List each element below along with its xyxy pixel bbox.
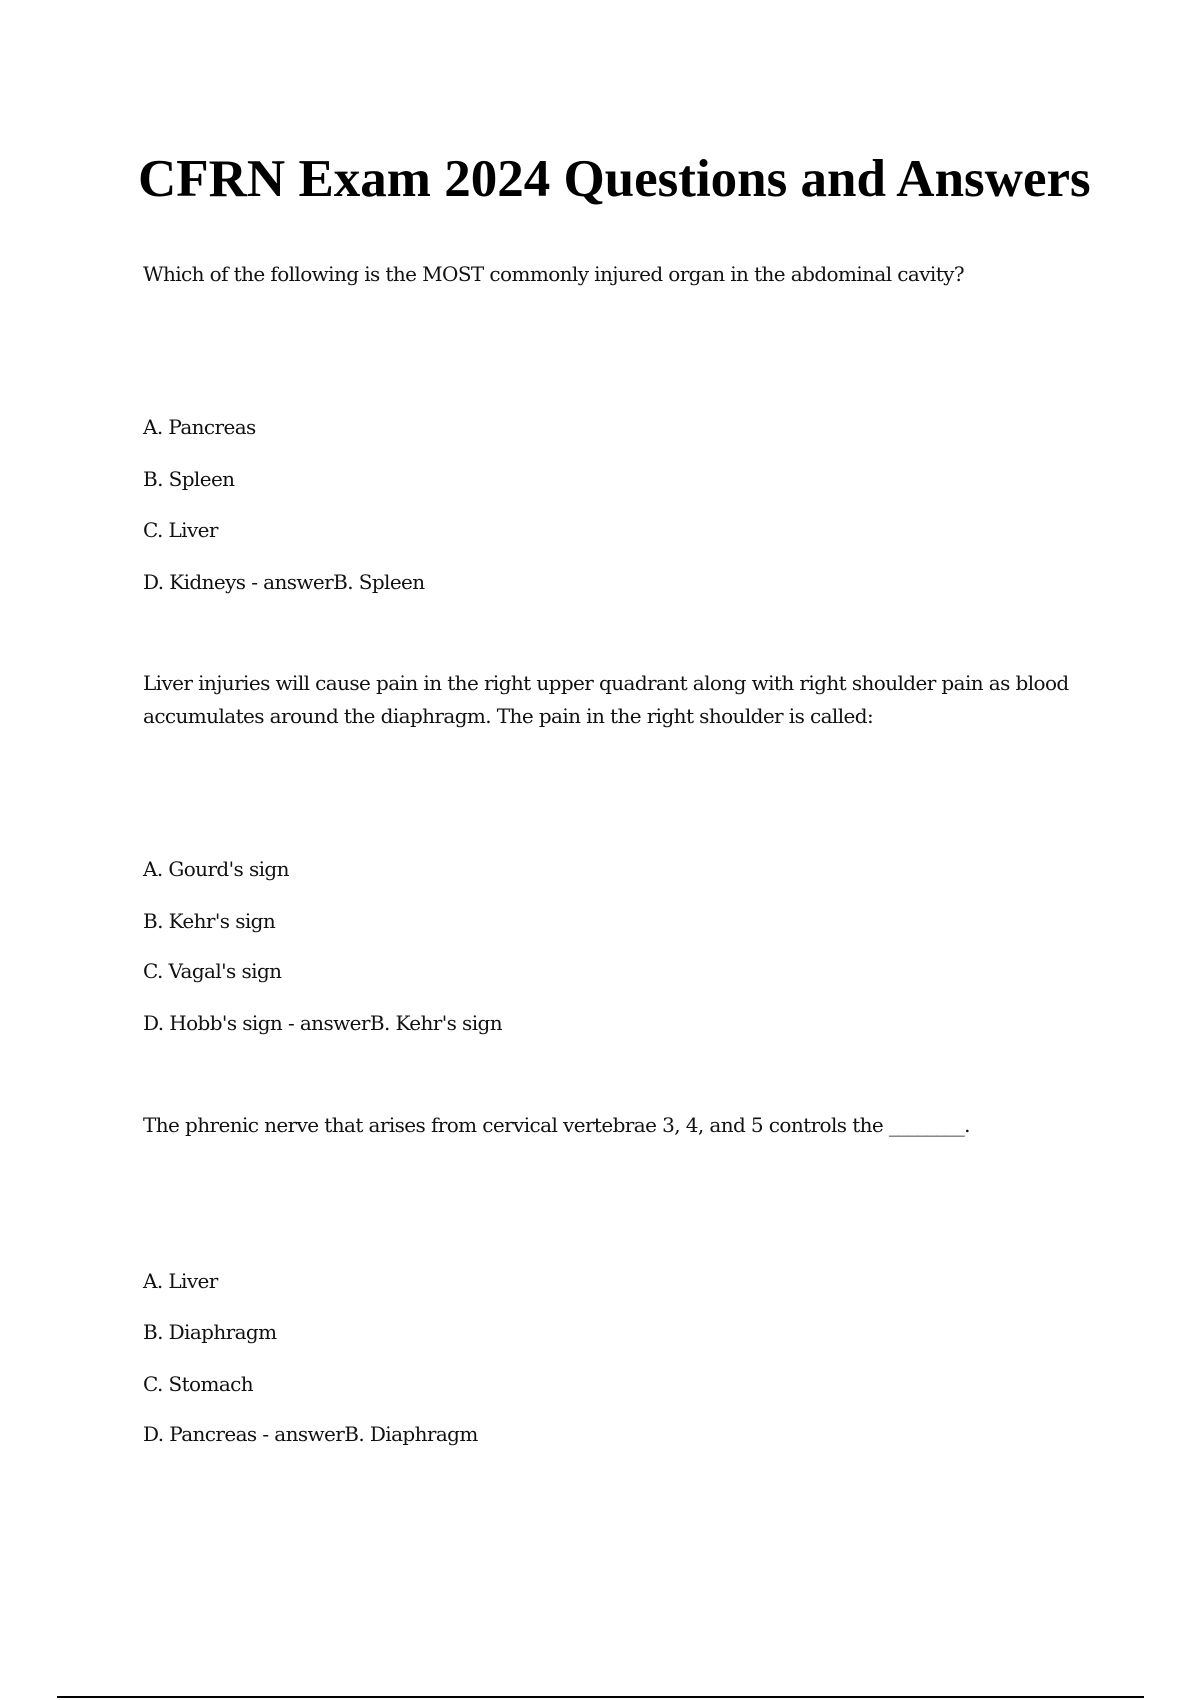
question-3-option-c: C. Stomach [143,1372,254,1396]
question-2-prompt: Liver injuries will cause pain in the right upper quadrant along with right shoulder pain as blood accumulates around the diaphragm. The pain in the right shoulder is called: [143,671,1069,728]
question-2-option-a: A. Gourd's sign [143,857,289,881]
question-3-option-a: A. Liver [143,1269,218,1293]
question-1-option-a: A. Pancreas [143,415,256,439]
question-1-option-d-answer: D. Kidneys - answerB. Spleen [143,570,425,594]
question-3-option-d-answer: D. Pancreas - answerB. Diaphragm [143,1422,478,1446]
document-title: CFRN Exam 2024 Questions and Answers [138,150,1091,208]
footer-divider [57,1696,1144,1698]
question-2-option-c: C. Vagal's sign [143,959,282,983]
question-2-option-d-answer: D. Hobb's sign - answerB. Kehr's sign [143,1011,503,1035]
question-3-option-b: B. Diaphragm [143,1320,277,1344]
question-1-option-c: C. Liver [143,518,218,542]
question-1-prompt: Which of the following is the MOST commonly injured organ in the abdominal cavity? [143,262,964,286]
question-3-prompt: The phrenic nerve that arises from cervical vertebrae 3, 4, and 5 controls the ________. [143,1113,970,1137]
question-2-option-b: B. Kehr's sign [143,909,276,933]
question-1-option-b: B. Spleen [143,467,235,491]
